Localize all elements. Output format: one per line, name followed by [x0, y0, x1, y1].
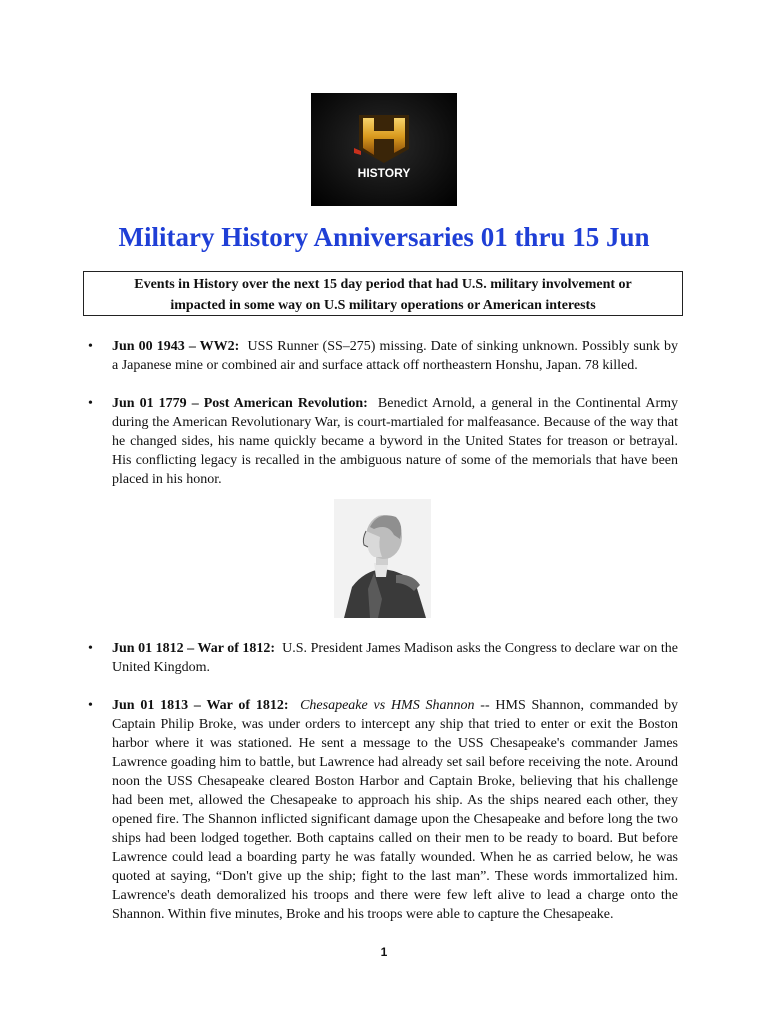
benedict-arnold-portrait — [334, 499, 431, 618]
history-logo-graphic — [311, 93, 457, 206]
bullet-icon: • — [88, 698, 93, 713]
entry-heading: Jun 01 1813 – War of 1812: — [112, 698, 289, 713]
page-number: 1 — [380, 945, 388, 959]
list-item — [88, 394, 678, 489]
bullet-icon: • — [88, 339, 93, 354]
entry-body: Benedict Arnold, a general in the Continental Army during the American Revolutionary War, is court-martialed for malfeasance. Because of the way that he changed sides, his name quickly became a byword in the United States for treason or betrayal. His conflicting legacy is recalled in the ambiguous nature of some of the memorials that have been placed in his honor. — [112, 396, 678, 487]
entry-subheading: Chesapeake vs HMS Shannon — [300, 698, 475, 713]
history-channel-logo — [311, 93, 457, 206]
bullet-icon: • — [88, 396, 93, 411]
page-title: Military History Anniversaries 01 thru 15 Jun — [118, 222, 650, 252]
list-item — [88, 337, 679, 375]
entry-body: U.S. President James Madison asks the Congress to declare war on the United Kingdom. — [112, 641, 678, 675]
portrait-engraving — [334, 499, 431, 618]
entry-body: -- HMS Shannon, commanded by Captain Philip Broke, was under orders to intercept any ship that tried to enter or exit the Boston harbor where it was stationed. He sent a message to the USS Chesapeake's commander James Lawrence goading him to battle, but Lawrence had already set sail before receiving the note. Around noon the USS Chesapeake cleared Boston Harbor and Captain Broke, believing that his challenge had been met, allowed the Chesapeake to approach his ship. As the ships neared each other, they opened fire. The Shannon inflicted significant damage upon the Chesapeake and before long the two ships had been lodged together. Both captains called on their men to be ready to board. But before Lawrence could lead a boarding party he was fatally wounded. When he as carried below, he was quoted at saying, “Don't give up the ship; fight to the last man”. These words immortalized him. Lawrence's death demoralized his troops and there were few left alive to lead a charge onto the Shannon. Within five minutes, Broke and his troops were able to capture the Chesapeake. — [112, 698, 678, 922]
list-item — [88, 696, 678, 924]
intro-line-2: impacted in some way on U.S military operations or American interests — [170, 298, 596, 313]
list-item — [88, 639, 678, 677]
intro-box — [83, 271, 683, 316]
entry-body: USS Runner (SS–275) missing. Date of sinking unknown. Possibly sunk by a Japanese mine or combined air and surface attack off northeastern Honshu, Japan. 78 killed. — [112, 339, 679, 373]
bullet-icon: • — [88, 641, 93, 656]
history-logo-text: HISTORY — [357, 166, 411, 180]
intro-line-1: Events in History over the next 15 day period that had U.S. military involvement or — [134, 277, 632, 292]
entry-heading: Jun 00 1943 – WW2: — [112, 339, 240, 354]
entry-heading: Jun 01 1779 – Post American Revolution: — [112, 396, 368, 411]
entry-heading: Jun 01 1812 – War of 1812: — [112, 641, 276, 656]
